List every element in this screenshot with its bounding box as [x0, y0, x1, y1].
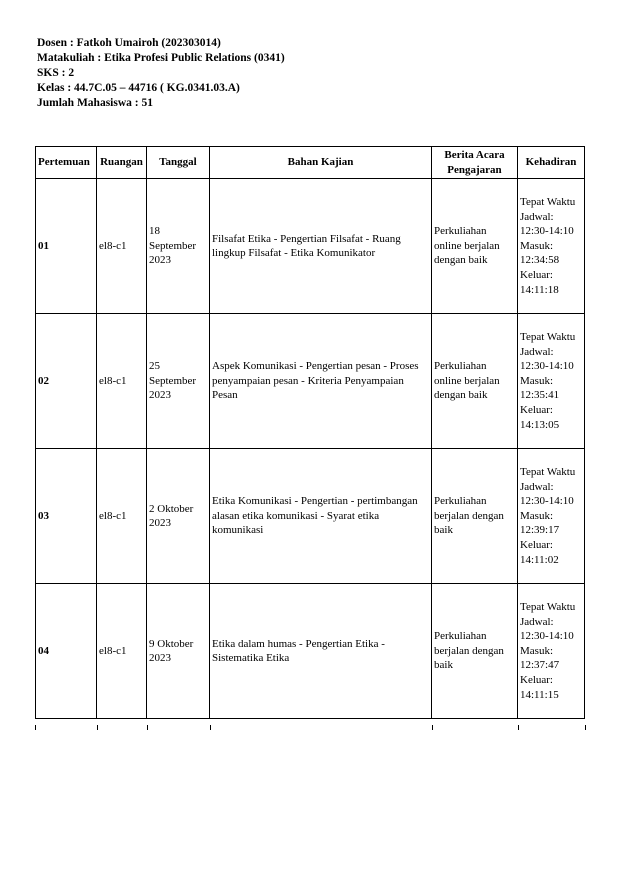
- col-berita-acara: [432, 147, 518, 179]
- cell-ruangan: el8-c1: [97, 314, 147, 449]
- kelas-line: Kelas : 44.7C.05 – 44716 ( KG.0341.03.A): [37, 82, 240, 94]
- col-berita-acara-line1: Berita Acara: [444, 149, 505, 161]
- table-row: [36, 179, 585, 314]
- matakuliah-line: Matakuliah : Etika Profesi Public Relations (0341): [37, 52, 285, 64]
- cell-pertemuan: 02: [36, 314, 97, 449]
- cell-berita-acara: Perkuliahan berjalan dengan baik: [432, 584, 518, 719]
- cell-tanggal: 18 September 2023: [147, 179, 210, 314]
- cell-kehadiran: Tepat Waktu Jadwal: 12:30-14:10 Masuk: 12:35:41 Keluar: 14:13:05: [518, 314, 585, 449]
- sks-line: SKS : 2: [37, 67, 75, 79]
- dosen-line: Dosen : Fatkoh Umairoh (202303014): [37, 37, 221, 49]
- cell-tanggal: 25 September 2023: [147, 314, 210, 449]
- table-row: [36, 449, 585, 584]
- cell-pertemuan: 03: [36, 449, 97, 584]
- cell-ruangan: el8-c1: [97, 584, 147, 719]
- col-ruangan: Ruangan: [97, 147, 147, 179]
- stub-divider: [147, 725, 148, 730]
- stub-divider: [518, 725, 519, 730]
- cell-bahan-kajian: Etika Komunikasi - Pengertian - pertimbangan alasan etika komunikasi - Syarat etika komunikasi: [210, 449, 432, 584]
- cell-pertemuan: 01: [36, 179, 97, 314]
- cell-berita-acara: Perkuliahan online berjalan dengan baik: [432, 314, 518, 449]
- col-tanggal: Tanggal: [147, 147, 210, 179]
- cell-ruangan: el8-c1: [97, 449, 147, 584]
- attendance-table: [35, 146, 585, 719]
- col-kehadiran: Kehadiran: [518, 147, 585, 179]
- cell-tanggal: 2 Oktober 2023: [147, 449, 210, 584]
- cell-bahan-kajian: Aspek Komunikasi - Pengertian pesan - Proses penyampaian pesan - Kriteria Penyampaian Pesan: [210, 314, 432, 449]
- jumlah-mahasiswa-line: Jumlah Mahasiswa : 51: [37, 97, 153, 109]
- cell-bahan-kajian: Etika dalam humas - Pengertian Etika - Sistematika Etika: [210, 584, 432, 719]
- table-row: [36, 314, 585, 449]
- table-row: [36, 584, 585, 719]
- table-header-row: [36, 147, 585, 179]
- cell-kehadiran: Tepat Waktu Jadwal: 12:30-14:10 Masuk: 12:39:17 Keluar: 14:11:02: [518, 449, 585, 584]
- cell-kehadiran: Tepat Waktu Jadwal: 12:30-14:10 Masuk: 12:37:47 Keluar: 14:11:15: [518, 584, 585, 719]
- cell-kehadiran: Tepat Waktu Jadwal: 12:30-14:10 Masuk: 12:34:58 Keluar: 14:11:18: [518, 179, 585, 314]
- cell-ruangan: el8-c1: [97, 179, 147, 314]
- col-berita-acara-line2: Pengajaran: [447, 163, 502, 176]
- stub-divider: [210, 725, 211, 730]
- stub-divider: [97, 725, 98, 730]
- col-bahan-kajian: Bahan Kajian: [210, 147, 432, 179]
- cell-berita-acara: Perkuliahan online berjalan dengan baik: [432, 179, 518, 314]
- document-header: [37, 36, 285, 111]
- cell-berita-acara: Perkuliahan berjalan dengan baik: [432, 449, 518, 584]
- stub-divider: [432, 725, 433, 730]
- cell-tanggal: 9 Oktober 2023: [147, 584, 210, 719]
- col-pertemuan: Pertemuan: [36, 147, 97, 179]
- cell-pertemuan: 04: [36, 584, 97, 719]
- cell-bahan-kajian: Filsafat Etika - Pengertian Filsafat - Ruang lingkup Filsafat - Etika Komunikator: [210, 179, 432, 314]
- table-continuation-stub: [35, 725, 586, 730]
